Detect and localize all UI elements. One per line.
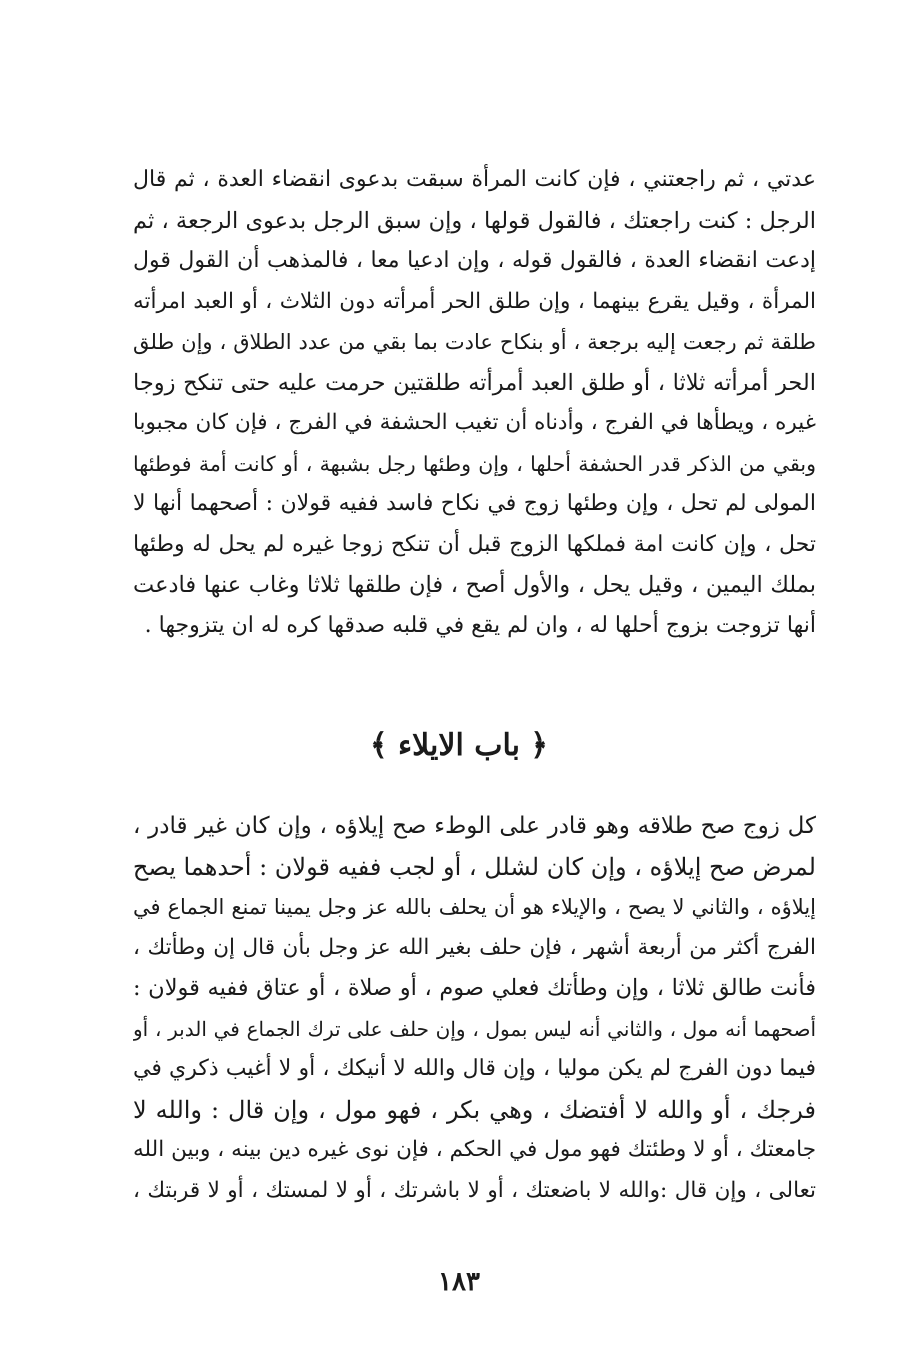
text-line: الرجل : كنت راجعتك ، فالقول قولها ، وإن سبق الرجل بدعوى الرجعة ، ثم bbox=[133, 207, 816, 234]
text-line: إيلاؤه ، والثاني لا يصح ، والإيلاء هو أن يحلف بالله عز وجل يمينا تمنع الجماع في bbox=[133, 895, 816, 919]
text-line: إدعت انقضاء العدة ، فالقول قوله ، وإن ادعيا معا ، فالمذهب أن القول قول bbox=[133, 248, 816, 273]
text-line: الحر أمرأته ثلاثا ، أو طلق العبد أمرأته طلقتين حرمت عليه حتى تنكح زوجا bbox=[133, 369, 816, 396]
paragraph-ila-rules bbox=[133, 806, 816, 1211]
text-line: المولى لم تحل ، وإن وطئها زوج في نكاح فاسد ففيه قولان : أصحهما أنها لا bbox=[133, 491, 816, 516]
text-line: جامعتك ، أو لا وطئتك فهو مول في الحكم ، فإن نوى غيره دين بينه ، وبين الله bbox=[133, 1137, 816, 1162]
text-line: فرجك ، أو والله لا أفتضك ، وهي بكر ، فهو مول ، وإن قال : والله لا bbox=[133, 1095, 816, 1124]
text-line: وبقي من الذكر قدر الحشفة أحلها ، وإن وطئها رجل بشبهة ، أو كانت أمة فوطئها bbox=[133, 451, 816, 476]
text-line: فأنت طالق ثلاثا ، وإن وطأتك فعلي صوم ، أو صلاة ، أو عتاق ففيه قولان : bbox=[133, 975, 816, 1001]
text-line: فيما دون الفرج لم يكن موليا ، وإن قال والله لا أنيكك ، أو لا أغيب ذكري في bbox=[133, 1056, 816, 1081]
text-line: كل زوج صح طلاقه وهو قادر على الوطء صح إيلاؤه ، وإن كان غير قادر ، bbox=[133, 813, 816, 839]
text-line: الفرج أكثر من أربعة أشهر ، فإن حلف بغير الله عز وجل بأن قال إن وطأتك ، bbox=[133, 934, 816, 960]
text-line: طلقة ثم رجعت إليه برجعة ، أو بنكاح عادت بما بقي من عدد الطلاق ، وإن طلق bbox=[133, 330, 816, 354]
text-line: تعالى ، وإن قال :والله لا باضعتك ، أو لا باشرتك ، أو لا لمستك ، أو لا قربتك ، bbox=[133, 1177, 816, 1203]
paragraph-divorce-rules bbox=[133, 160, 816, 646]
text-line: بملك اليمين ، وقيل يحل ، والأول أصح ، فإن طلقها ثلاثا وغاب عنها فادعت bbox=[133, 572, 816, 598]
text-line: أنها تزوجت بزوج أحلها له ، وان لم يقع في قلبه صدقها كره له ان يتزوجها . bbox=[144, 612, 816, 638]
page-number: ١٨٣ bbox=[438, 1267, 480, 1297]
text-line: تحل ، وإن كانت امة فملكها الزوج قبل أن تنكح زوجا غيره لم يحل له وطئها bbox=[133, 531, 816, 557]
text-line: لمرض صح إيلاؤه ، وإن كان لشلل ، أو لجب ففيه قولان : أحدهما يصح bbox=[133, 852, 816, 881]
text-line: المرأة ، وقيل يقرع بينهما ، وإن طلق الحر أمرأته دون الثلاث ، أو العبد امرأته bbox=[133, 288, 816, 314]
text-line: عدتي ، ثم راجعتني ، فإن كانت المرأة سبقت بدعوى انقضاء العدة ، ثم قال bbox=[133, 167, 816, 192]
chapter-title: ﴿ باب الايلاء ﴾ bbox=[369, 728, 549, 763]
text-line: غيره ، ويطأها في الفرج ، وأدناه أن تغيب الحشفة في الفرج ، فإن كان مجبوبا bbox=[133, 410, 816, 435]
text-line: أصحهما أنه مول ، والثاني أنه ليس بمول ، وإن حلف على ترك الجماع في الدبر ، أو bbox=[133, 1016, 816, 1041]
